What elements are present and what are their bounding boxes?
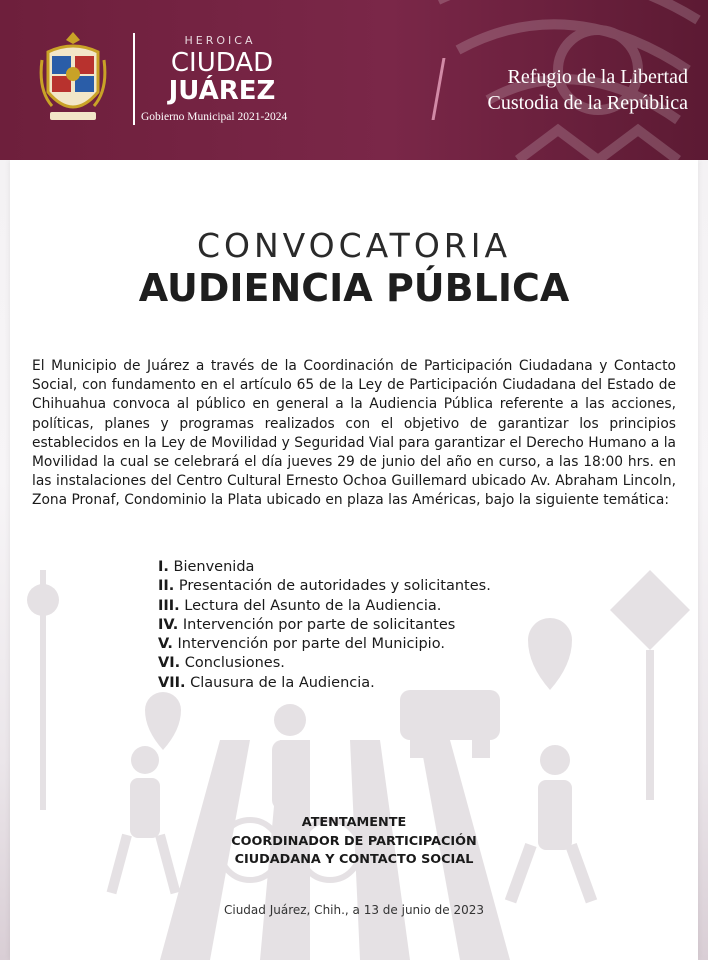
agenda-item <box>158 558 628 577</box>
document-area <box>0 160 708 960</box>
brand-heroica: HEROICA <box>184 34 256 47</box>
agenda-item-number: II. <box>158 578 175 595</box>
agenda-item-number: VII. <box>158 674 186 691</box>
agenda-item-number: I. <box>158 559 169 575</box>
agenda-item-number: V. <box>158 636 173 653</box>
closing-title-line-2: CIUDADANA Y CONTACTO SOCIAL <box>234 852 474 867</box>
agenda-item <box>158 635 628 654</box>
agenda-list <box>158 558 628 693</box>
agenda-item <box>158 616 628 635</box>
brand-gobierno: Gobierno Municipal 2021-2024 <box>141 111 288 123</box>
agenda-item <box>158 597 628 616</box>
document-title-audiencia: AUDIENCIA PÚBLICA <box>138 266 570 310</box>
document-sheet <box>10 160 698 960</box>
signature-block <box>10 814 698 870</box>
agenda-item-number: III. <box>158 597 180 614</box>
motto-line-1: Refugio de la Libertad <box>507 66 688 88</box>
brand-juarez: JUÁREZ <box>168 76 276 106</box>
agenda-item-text: Clausura de la Audiencia. <box>185 674 375 691</box>
agenda-item-text: Intervención por parte del Municipio. <box>172 636 445 653</box>
agenda-item-text: Presentación de autoridades y solicitantes. <box>174 578 491 595</box>
agenda-item-text: Intervención por parte de solicitantes <box>178 616 456 633</box>
agenda-item-text: Lectura del Asunto de la Audiencia. <box>179 597 442 614</box>
convocation-body: El Municipio de Juárez a través de la Coordinación de Participación Ciudadana y Contacto Social, con fundamento en el artículo 65 de la Ley de Participación Ciudadana del Estado de Chihuahua convoca al público en general a la Audiencia Pública referente a las acciones, políticas, planes y programas realizados con el objetivo de garantizar los principios establecidos en la Ley de Movilidad y Seguridad Vial para garantizar el Derecho Humano a la Movilidad la cual se celebrará el día jueves 29 de junio del año en curso, a las 18:00 hrs. en las instalaciones del Centro Cultural Ernesto Ochoa Guillemard ubicado Av. Abraham Lincoln, Zona Pronaf, Condominio la Plata ubicado en plaza las Américas, bajo la siguiente temática: <box>32 358 676 509</box>
agenda-item <box>158 674 628 693</box>
header-banner <box>0 0 708 160</box>
closing-atentamente: ATENTAMENTE <box>301 815 407 830</box>
agenda-item-number: IV. <box>158 616 179 633</box>
agenda-item-number: VI. <box>158 655 181 672</box>
coat-of-arms-icon <box>38 30 108 126</box>
agenda-item-text: Bienvenida <box>168 559 255 575</box>
closing-title-line-1: COORDINADOR DE PARTICIPACIÓN <box>231 833 477 849</box>
agenda-item <box>158 654 628 673</box>
agenda-item <box>158 577 628 596</box>
document-title-convocatoria: CONVOCATORIA <box>196 226 512 265</box>
motto-line-2: Custodia de la República <box>487 92 688 114</box>
agenda-item-text: Conclusiones. <box>180 655 285 672</box>
place-and-date: Ciudad Juárez, Chih., a 13 de junio de 2023 <box>223 903 485 917</box>
brand-ciudad: CIUDAD <box>170 48 274 78</box>
header-divider <box>133 33 135 125</box>
